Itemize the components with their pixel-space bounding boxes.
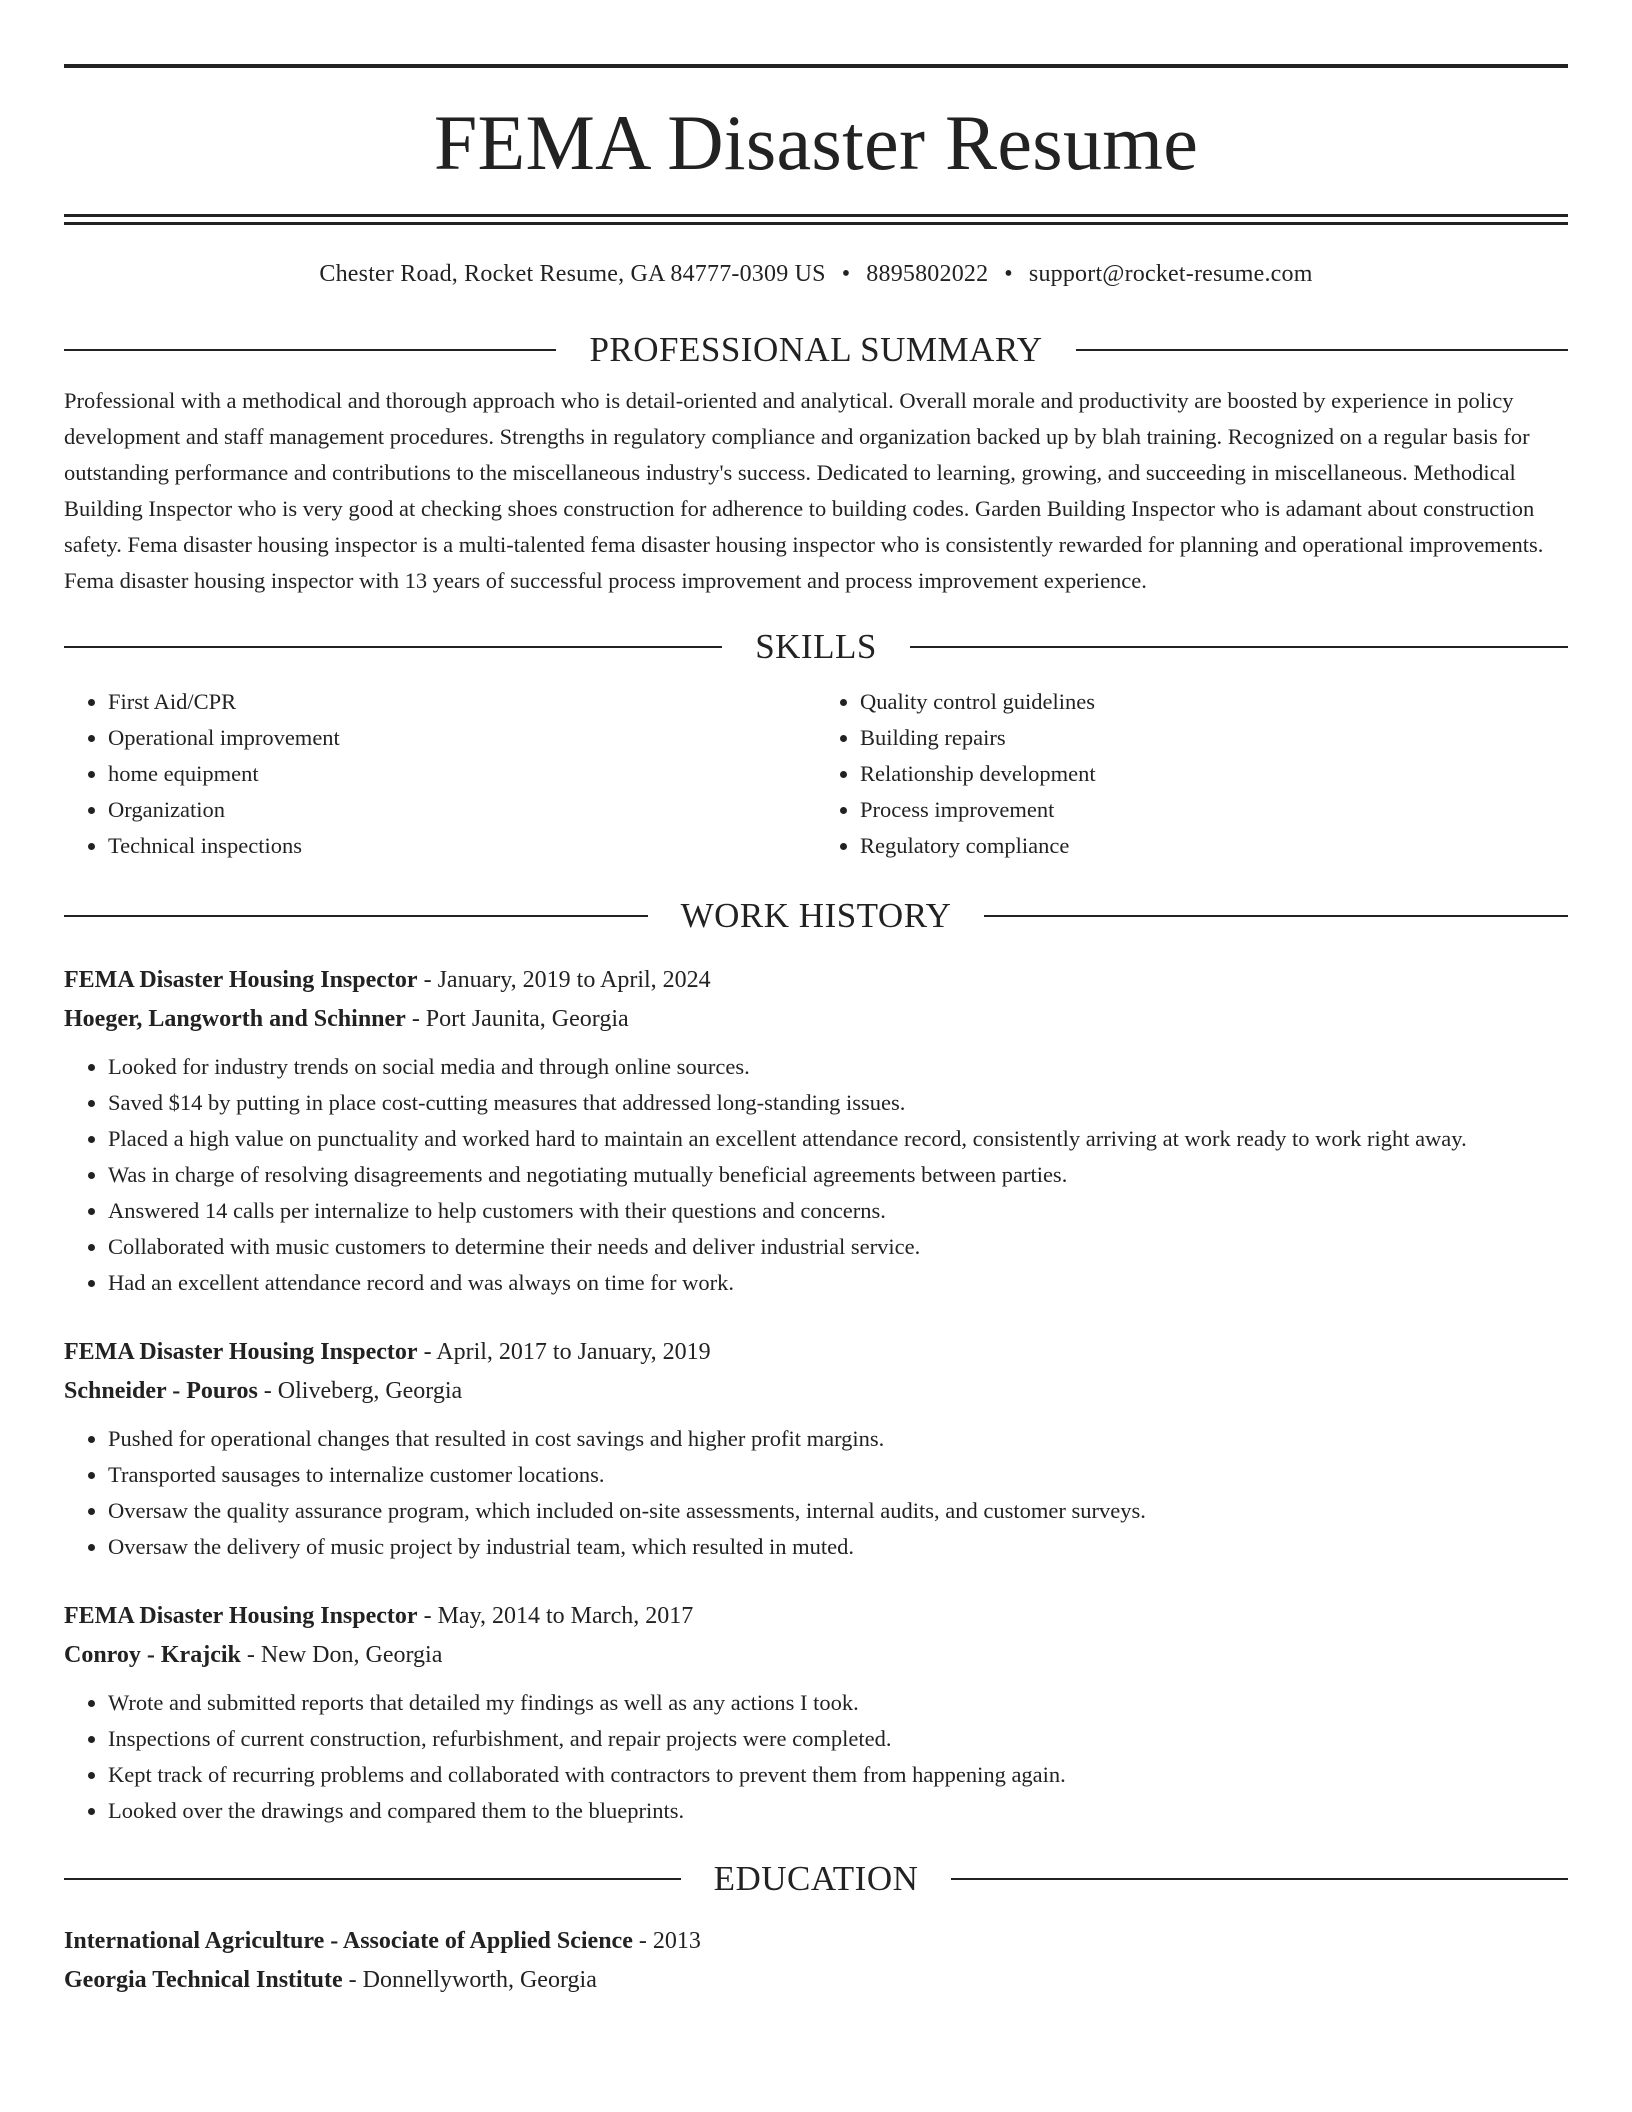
title-double-rule [64, 214, 1568, 225]
skill-item: • Relationship development [860, 756, 1568, 792]
skill-item: • Quality control guidelines [860, 684, 1568, 720]
job-company-line [64, 1000, 1568, 1039]
skills-section-header [64, 629, 1568, 664]
skill-item: • First Aid/CPR [108, 684, 816, 720]
job-dates: - January, 2019 to April, 2024 [417, 967, 711, 993]
job-title-line [64, 1597, 1568, 1636]
skill-item: • Technical inspections [108, 828, 816, 864]
job-company-line [64, 1636, 1568, 1675]
education-degree: International Agriculture - Associate of Applied Science [64, 1928, 633, 1954]
job-entry [64, 1333, 1568, 1565]
education-heading: EDUCATION [713, 1859, 919, 1898]
education-location: - Donnellyworth, Georgia [342, 1967, 597, 1993]
job-company: Conroy - Krajcik [64, 1642, 241, 1668]
contact-separator: • [1004, 261, 1013, 287]
section-rule [984, 915, 1568, 917]
job-bullet: • Oversaw the quality assurance program, which included on-site assessments, internal audits, and customer surveys. [108, 1493, 1568, 1529]
skill-item: • Operational improvement [108, 720, 816, 756]
job-bullet: • Collaborated with music customers to determine their needs and deliver industrial service. [108, 1229, 1568, 1265]
job-bullets [64, 1421, 1568, 1565]
skills-heading: SKILLS [755, 627, 877, 666]
skill-item: • Building repairs [860, 720, 1568, 756]
work-history-list [64, 961, 1568, 1829]
education-section-header [64, 1861, 1568, 1896]
job-bullet: • Placed a high value on punctuality and worked hard to maintain an excellent attendance record, consistently arriving at work ready to work right away. [108, 1121, 1568, 1157]
job-bullets [64, 1685, 1568, 1829]
job-dates: - May, 2014 to March, 2017 [417, 1603, 694, 1629]
contact-email: support@rocket-resume.com [1028, 261, 1313, 287]
skill-item: • Regulatory compliance [860, 828, 1568, 864]
summary-text: Professional with a methodical and thorough approach who is detail-oriented and analytical. Overall morale and productivity are boosted by experience in policy development and staff management procedures. Strengths in regulatory compliance and organization backed up by blah training. Recognized on a regular basis for outstanding performance and contributions to the miscellaneous industry's success. Dedicated to learning, growing, and succeeding in miscellaneous. Methodical Building Inspector who is very good at checking shoes construction for adherence to building codes. Garden Building Inspector who is adamant about construction safety. Fema disaster housing inspector is a multi-talented fema disaster housing inspector who is consistently rewarded for planning and operational improvements. Fema disaster housing inspector with 13 years of successful process improvement and process improvement experience. [64, 388, 1544, 593]
section-rule [64, 915, 648, 917]
job-role: FEMA Disaster Housing Inspector [64, 1339, 418, 1365]
job-bullet: • Transported sausages to internalize customer locations. [108, 1457, 1568, 1493]
resume-page [64, 64, 1568, 2000]
skill-item: • Process improvement [860, 792, 1568, 828]
job-title-line [64, 961, 1568, 1000]
job-bullet: • Answered 14 calls per internalize to help customers with their questions and concerns. [108, 1193, 1568, 1229]
summary-section-header [64, 332, 1568, 367]
education-entry [64, 1922, 1568, 2000]
education-school: Georgia Technical Institute [64, 1967, 343, 1993]
section-rule [64, 646, 722, 648]
job-role: FEMA Disaster Housing Inspector [64, 967, 418, 993]
resume-title: FEMA Disaster Resume [433, 99, 1199, 186]
education-year: - 2013 [632, 1928, 701, 1954]
section-rule [64, 349, 556, 351]
job-bullet: • Inspections of current construction, refurbishment, and repair projects were completed. [108, 1721, 1568, 1757]
job-company: Hoeger, Langworth and Schinner [64, 1006, 406, 1032]
job-role: FEMA Disaster Housing Inspector [64, 1603, 418, 1629]
skills-column-right [816, 684, 1568, 864]
job-bullet: • Pushed for operational changes that resulted in cost savings and higher profit margins. [108, 1421, 1568, 1457]
job-dates: - April, 2017 to January, 2019 [417, 1339, 711, 1365]
job-bullet: • Had an excellent attendance record and was always on time for work. [108, 1265, 1568, 1301]
contact-phone: 8895802022 [866, 261, 989, 287]
job-bullet: • Oversaw the delivery of music project by industrial team, which resulted in muted. [108, 1529, 1568, 1565]
job-location: - Port Jaunita, Georgia [405, 1006, 629, 1032]
skill-item: • home equipment [108, 756, 816, 792]
skill-item: • Organization [108, 792, 816, 828]
section-rule [1076, 349, 1568, 351]
job-bullet: • Was in charge of resolving disagreements and negotiating mutually beneficial agreements between parties. [108, 1157, 1568, 1193]
job-bullets [64, 1049, 1568, 1301]
skills-list [64, 684, 1568, 864]
section-rule [64, 1878, 681, 1880]
section-rule [951, 1878, 1568, 1880]
work-section-header [64, 898, 1568, 933]
contact-address: Chester Road, Rocket Resume, GA 84777-0309 US [319, 261, 826, 287]
section-rule [910, 646, 1568, 648]
job-bullet: • Looked over the drawings and compared them to the blueprints. [108, 1793, 1568, 1829]
contact-line [64, 261, 1568, 288]
summary-heading: PROFESSIONAL SUMMARY [589, 330, 1043, 369]
skills-column-left [64, 684, 816, 864]
job-bullet: • Saved $14 by putting in place cost-cutting measures that addressed long-standing issues. [108, 1085, 1568, 1121]
education-school-line [64, 1961, 1568, 2000]
job-title-line [64, 1333, 1568, 1372]
top-rule [64, 64, 1568, 68]
job-company: Schneider - Pouros [64, 1378, 258, 1404]
work-heading: WORK HISTORY [680, 896, 952, 935]
job-bullet: • Kept track of recurring problems and collaborated with contractors to prevent them from happening again. [108, 1757, 1568, 1793]
job-entry [64, 961, 1568, 1301]
job-entry [64, 1597, 1568, 1829]
job-location: - New Don, Georgia [240, 1642, 443, 1668]
job-company-line [64, 1372, 1568, 1411]
job-bullet: • Wrote and submitted reports that detailed my findings as well as any actions I took. [108, 1685, 1568, 1721]
job-bullet: • Looked for industry trends on social media and through online sources. [108, 1049, 1568, 1085]
education-degree-line [64, 1922, 1568, 1961]
job-location: - Oliveberg, Georgia [257, 1378, 463, 1404]
contact-separator: • [841, 261, 851, 287]
